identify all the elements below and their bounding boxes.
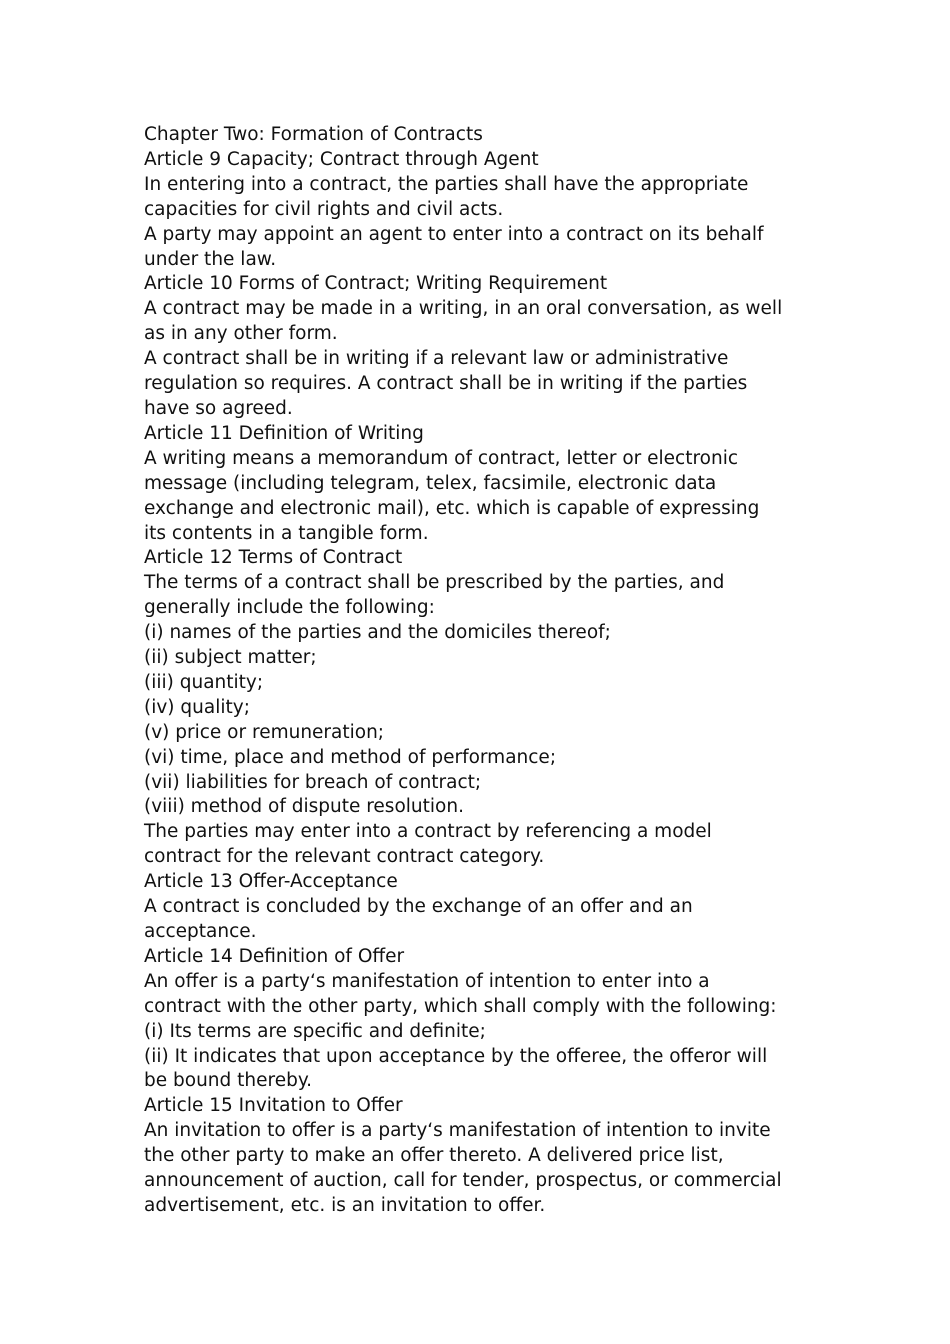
text-line: message (including telegram, telex, facsimile, electronic data <box>144 472 717 494</box>
article-heading: Article 12 Terms of Contract <box>144 547 403 569</box>
text-line: An offer is a party‘s manifestation of intention to enter into a <box>144 970 710 992</box>
article-heading: Article 11 Definition of Writing <box>144 422 424 444</box>
article-heading: Article 14 Definition of Offer <box>144 945 405 967</box>
text-line: A party may appoint an agent to enter into a contract on its behalf <box>144 223 764 245</box>
list-item: (iii) quantity; <box>144 671 264 693</box>
text-line: A contract is concluded by the exchange of an offer and an <box>144 896 693 918</box>
text-line: A contract may be made in a writing, in an oral conversation, as well <box>144 298 783 320</box>
chapter-heading: Chapter Two: Formation of Contracts <box>144 124 483 145</box>
text-line: In entering into a contract, the parties shall have the appropriate <box>144 173 749 195</box>
list-item: (ii) subject matter; <box>144 647 317 669</box>
text-line: as in any other form. <box>144 323 338 345</box>
article-heading: Article 15 Invitation to Offer <box>144 1095 403 1117</box>
text-line: its contents in a tangible form. <box>144 522 429 544</box>
list-item: (v) price or remuneration; <box>144 721 385 743</box>
text-line: generally include the following: <box>144 597 435 619</box>
list-item: (ii) It indicates that upon acceptance by the offeree, the offeror will <box>144 1045 768 1067</box>
article-heading: Article 10 Forms of Contract; Writing Requirement <box>144 273 608 295</box>
text-line: A writing means a memorandum of contract, letter or electronic <box>144 447 739 469</box>
text-line: contract with the other party, which shall comply with the following: <box>144 995 777 1017</box>
text-line: The parties may enter into a contract by referencing a model <box>144 821 712 843</box>
text-line: The terms of a contract shall be prescribed by the parties, and <box>144 572 725 594</box>
text-line: exchange and electronic mail), etc. which is capable of expressing <box>144 497 760 519</box>
text-line: under the law. <box>144 248 277 270</box>
article-heading: Article 13 Offer-Acceptance <box>144 871 398 893</box>
list-item: (vi) time, place and method of performance; <box>144 746 557 768</box>
list-item: (vii) liabilities for breach of contract; <box>144 771 482 793</box>
text-line: An invitation to offer is a party‘s manifestation of intention to invite <box>144 1120 771 1142</box>
text-line: contract for the relevant contract category. <box>144 846 545 868</box>
list-item: (viii) method of dispute resolution. <box>144 796 464 818</box>
article-heading: Article 9 Capacity; Contract through Agent <box>144 148 539 170</box>
list-item: (iv) quality; <box>144 696 250 718</box>
text-line: announcement of auction, call for tender, prospectus, or commercial <box>144 1170 782 1192</box>
list-item: (i) Its terms are specific and definite; <box>144 1020 486 1042</box>
text-line: A contract shall be in writing if a relevant law or administrative <box>144 348 729 370</box>
document-page <box>144 123 824 1219</box>
text-line: advertisement, etc. is an invitation to offer. <box>144 1194 546 1216</box>
text-line: regulation so requires. A contract shall be in writing if the parties <box>144 373 748 395</box>
text-line: capacities for civil rights and civil acts. <box>144 198 504 220</box>
list-item: (i) names of the parties and the domiciles thereof; <box>144 622 611 644</box>
text-line: the other party to make an offer thereto. A delivered price list, <box>144 1145 724 1167</box>
text-line: be bound thereby. <box>144 1070 313 1092</box>
text-line: have so agreed. <box>144 397 293 419</box>
text-line: acceptance. <box>144 921 257 942</box>
